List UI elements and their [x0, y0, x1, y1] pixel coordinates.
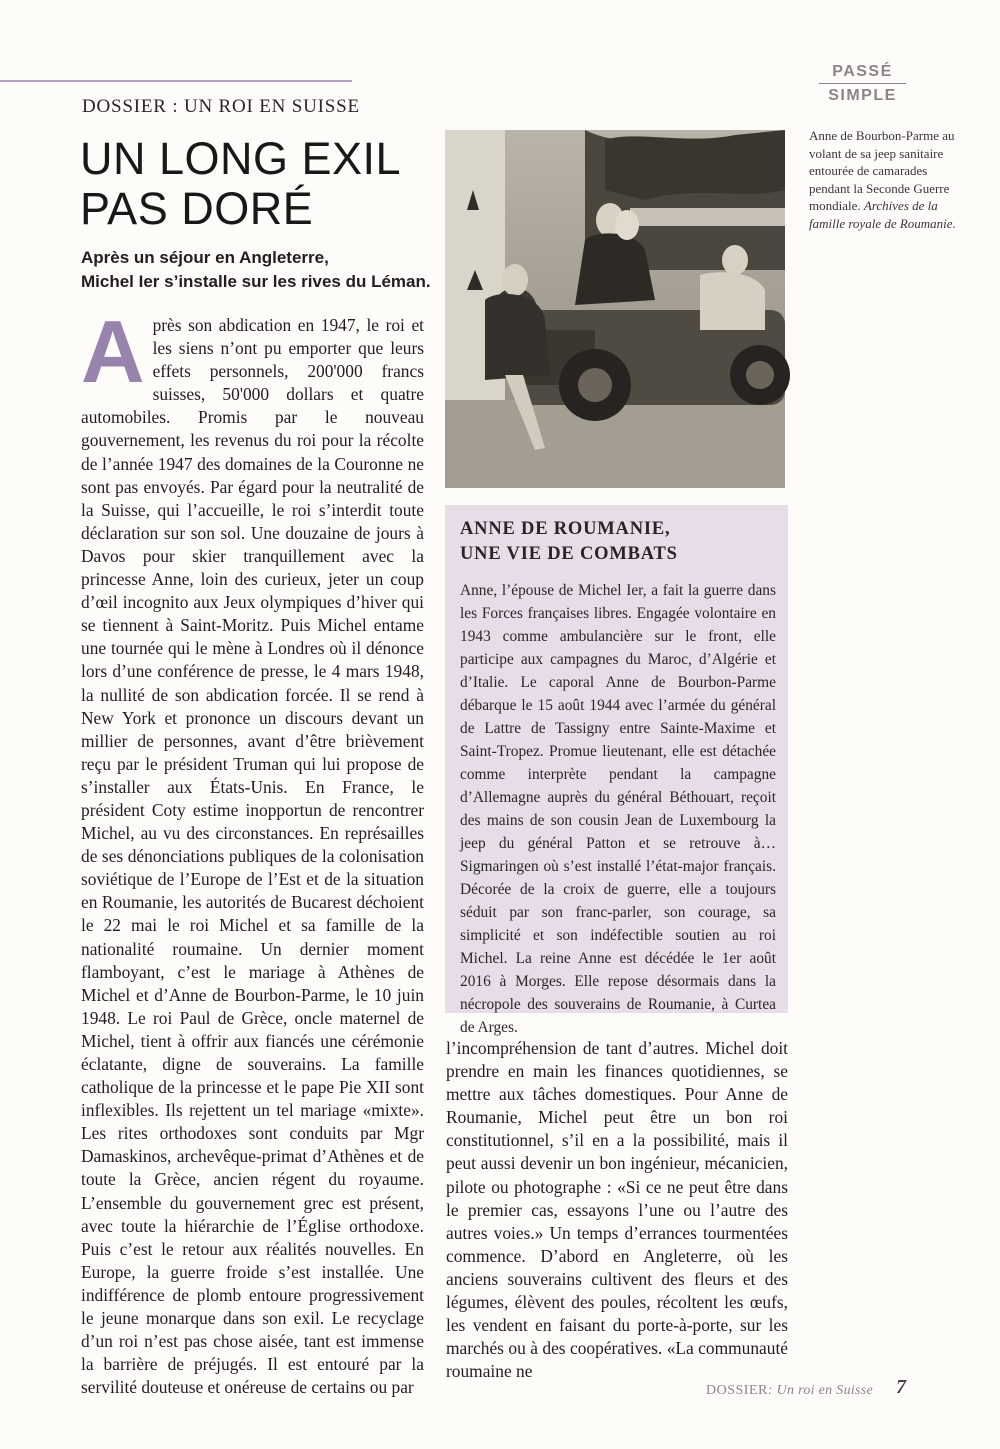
archive-photo — [445, 130, 785, 488]
headline-line-1: UN LONG EXIL — [80, 133, 402, 184]
running-head — [706, 1383, 873, 1399]
top-rule — [0, 80, 352, 82]
section-tag — [815, 62, 910, 106]
sidebar-title-line-2: UNE VIE DE COMBATS — [460, 544, 678, 564]
photo-credit: Archives de la famille royale de Roumanie. — [809, 198, 956, 231]
section-tag-top: PASSÉ — [832, 63, 893, 80]
running-head-section: DOSSIER — [706, 1383, 768, 1398]
article-body-right: l’incompréhension de tant d’autres. Michel doit prendre en main les finances quotidiennes, se mettre aux tâches domestiques. Pour Anne de Roumanie, Michel peut être un bon roi constitutionnel, s’il en a la possibilité, mais il peut aussi devenir un bon ingénieur, mécanicien, pilote ou photographe : «Si ce ne peut être dans le premier cas, essayons l’une ou l’autre des autres voies.» Un temps d’errances tourmentées commence. D’abord en Angleterre, où les anciens souverains cultivent des fleurs et des légumes, élèvent des poules, récoltent les œufs, les vendent en faisant du porte-à-porte, sur les marchés ou à des coopératives. «La communauté roumaine ne — [446, 1038, 788, 1382]
sidebar-box — [445, 505, 788, 1036]
kicker: DOSSIER : UN ROI EN SUISSE — [82, 96, 360, 117]
running-head-title: : Un roi en Suisse — [767, 1383, 874, 1398]
drop-cap: A — [81, 302, 145, 401]
article-column-left — [81, 302, 424, 1398]
jeep-photo-illustration — [445, 130, 785, 488]
page-number: 7 — [896, 1376, 906, 1398]
headline-line-2: PAS DORÉ — [80, 183, 314, 234]
headline — [80, 134, 401, 234]
section-tag-bottom: SIMPLE — [828, 87, 897, 104]
sidebar-title — [460, 517, 776, 567]
sidebar-title-line-1: ANNE DE ROUMANIE, — [460, 519, 671, 539]
standfirst-line-2: Michel Ier s’installe sur les rives du Léman. — [81, 272, 431, 291]
article-column-right — [446, 1037, 788, 1382]
article-body-left: près son abdication en 1947, le roi et les siens n’ont pu emporter que leurs effets personnels, 200'000 francs suisses, 50'000 dollars et quatre automobiles. Promis par le nouveau gouvernement, les revenus du roi pour la récolte de l’année 1947 des domaines de la Couronne ne sont pas envoyés. Par égard pour la neutralité de la Suisse, qui l’accueille, le roi s’interdit toute déclaration sur son sol. Une douzaine de jours à Davos pour skier tranquillement avec la princesse Anne, loin des curieux, jeter un coup d’œil incognito aux Jeux olympiques d’hiver qui se tiennent à Saint-Moritz. Puis Michel entame une tournée qui le mène à Londres où il dénonce lors d’une conférence de presse, le 4 mars 1948, la nullité de son abdication forcée. Il se rend à New York et prononce un discours devant un millier de personnes, avant d’être brièvement reçu par le président Truman qui lui propose de s’installer aux États-Unis. En France, le président Coty estime inopportun de rencontrer Michel, au vu des circonstances. En représailles de ses dénonciations publiques de la colonisation soviétique de l’Europe de l’Est et de la situation en Roumanie, les autorités de Bucarest déchoient le 22 mai le roi Michel et sa famille de la nationalité roumaine. Un dernier moment flamboyant, c’est le mariage à Athènes de Michel et d’Anne de Bourbon-Parme, le 10 juin 1948. Le roi Paul de Grèce, oncle maternel de Michel, tient à offrir aux fiancés une cérémonie éclatante, digne de souverains. La famille catholique de la princesse et le pape Pie XII sont inflexibles. Ils rejettent un tel mariage «mixte». Les rites orthodoxes sont conduits par Mgr Damaskinos, archevêque-primat d’Athènes et de toute la Grèce, ancien régent du royaume. L’ensemble du gouvernement grec est présent, avec toute la hiérarchie de l’Église orthodoxe. Puis c’est le retour aux réalités nouvelles. En Europe, la guerre froide s’est installée. Une indifférence de plomb entoure progressivement le jeune monarque dans son exil. Le recyclage d’un roi n’est pas chose aisée, tant est immense la barrière de préjugés. Il est entouré par la servilité douteuse et onéreuse de certains ou par — [81, 315, 424, 1398]
photo-caption-text: Anne de Bourbon-Parme au volant de sa jeep sanitaire entourée de camarades pendant la Seconde Guerre mondiale. — [809, 128, 955, 213]
photo-caption — [809, 127, 961, 232]
section-tag-rule — [819, 83, 906, 84]
sidebar-body: Anne, l’épouse de Michel Ier, a fait la guerre dans les Forces françaises libres. Engagée volontaire en 1943 comme ambulancière sur le front, elle participe aux campagnes du Maroc, d’Algérie et d’Italie. Le caporal Anne de Bourbon-Parme débarque le 15 août 1944 avec l’armée du général de Lattre de Tassigny entre Sainte-Maxime et Saint-Tropez. Promue lieutenant, elle est détachée comme interprète pendant la campagne d’Allemagne auprès du général Béthouart, reçoit des mains de son cousin Jean de Luxembourg la jeep du général Patton et se retrouve à… Sigmaringen où s’est installé l’état-major français. Décorée de la croix de guerre, elle a toujours séduit par son franc-parler, son courage, sa simplicité et son indéfectible soutien au roi Michel. La reine Anne est décédée le 1er août 2016 à Morges. Elle repose désormais dans la nécropole des souverains de Roumanie, à Curtea de Arges. — [460, 582, 776, 1036]
standfirst-line-1: Après un séjour en Angleterre, — [81, 248, 329, 267]
standfirst — [81, 246, 441, 294]
